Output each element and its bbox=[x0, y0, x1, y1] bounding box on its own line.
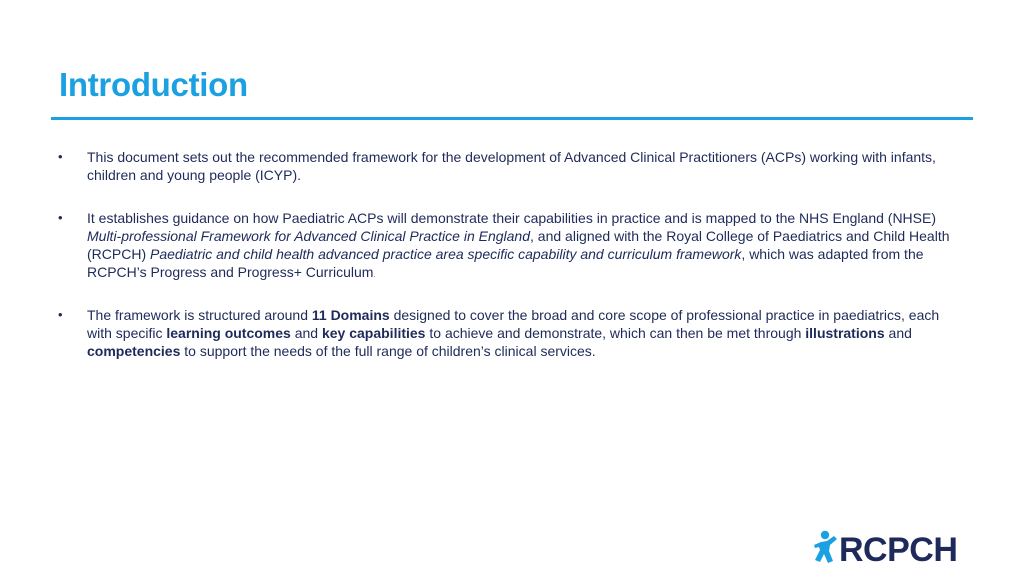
learning-outcomes-term: learning outcomes bbox=[166, 325, 291, 341]
nhse-framework-title: Multi-professional Framework for Advanced Clinical Practice in England bbox=[87, 228, 531, 244]
bullet-item-1 bbox=[58, 148, 967, 184]
child-figure-icon bbox=[814, 531, 837, 563]
key-capabilities-term: key capabilities bbox=[321, 325, 426, 341]
rcpch-framework-title: Paediatric and child health advanced practice area specific capability and curriculum framework bbox=[150, 246, 742, 262]
bullet-3-text-d: to achieve and demonstrate, which can then be met through bbox=[425, 325, 806, 341]
title-underline bbox=[51, 117, 973, 120]
domains-count: 11 Domains bbox=[311, 307, 390, 323]
illustrations-term: illustrations bbox=[805, 325, 885, 341]
bullet-1-text: This document sets out the recommended framework for the development of Advanced Clinical Practitioners (ACPs) working with infants, children and young people (ICYP). bbox=[87, 149, 936, 183]
bullet-2-text-b: , and aligned with the Royal College of Paediatrics and Child Health (RCPCH) bbox=[87, 228, 950, 262]
bullet-marker: • bbox=[58, 149, 63, 164]
bullet-item-3 bbox=[58, 306, 967, 360]
bullet-3-text-e: and bbox=[884, 325, 912, 341]
bullet-item-2 bbox=[58, 209, 967, 285]
competencies-term: competencies bbox=[87, 343, 181, 359]
bullet-2-text-a: It establishes guidance on how Paediatric ACPs will demonstrate their capabilities in practice and is mapped to the NHS England (NHSE) bbox=[87, 210, 936, 226]
bullet-3-text-a: The framework is structured around bbox=[87, 307, 312, 323]
bullet-3-text-b: designed to cover the broad and core scope of professional practice in paediatrics, each with specific bbox=[87, 307, 940, 341]
bullet-2-text-end: . bbox=[373, 272, 376, 279]
bullet-2-text-c: , which was adapted from the RCPCH’s Progress and Progress+ Curriculum bbox=[87, 246, 924, 280]
bullet-marker: • bbox=[58, 210, 63, 225]
bullet-3-text-c: and bbox=[290, 325, 322, 341]
page-title: Introduction bbox=[59, 66, 248, 103]
bullet-3-text-f: to support the needs of the full range of children’s clinical services. bbox=[180, 343, 596, 359]
logo-wordmark: RCPCH bbox=[839, 531, 958, 566]
rcpch-logo bbox=[812, 528, 978, 566]
bullet-marker: • bbox=[58, 307, 63, 322]
